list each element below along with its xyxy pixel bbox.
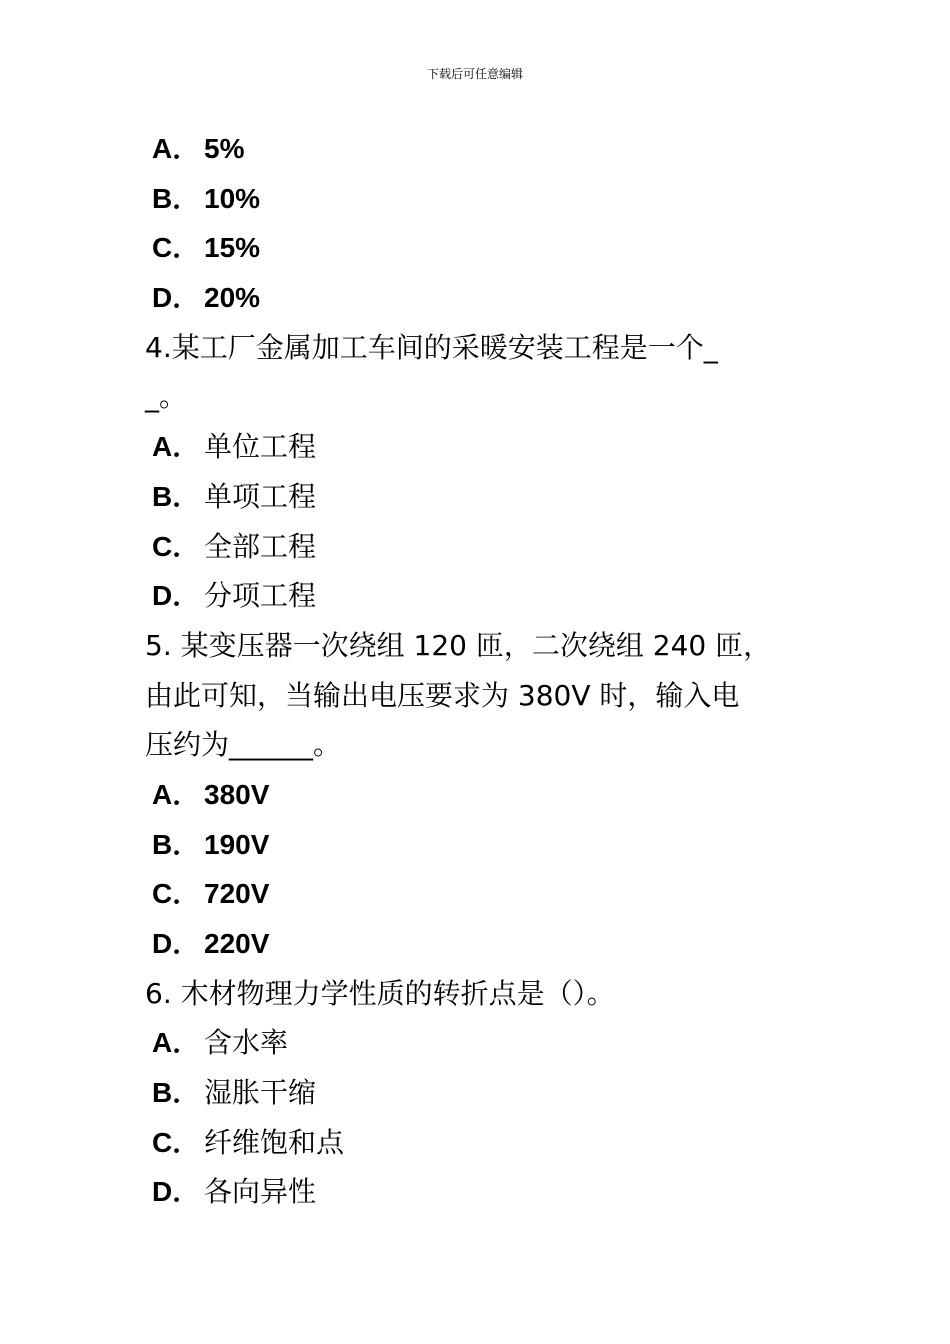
option-text: 含水率 [204, 1026, 289, 1060]
q3-option-c [145, 223, 825, 273]
option-letter: B． [152, 1077, 201, 1109]
option-text: 各向异性 [204, 1175, 317, 1209]
option-text: 湿胀干缩 [204, 1076, 317, 1110]
option-letter: C． [152, 878, 201, 910]
q4-option-b [145, 472, 825, 522]
q6-option-d [145, 1167, 825, 1217]
option-letter: B． [152, 828, 201, 860]
q4-option-d [145, 571, 825, 621]
q4-stem-line-1: 4.某工厂金属加工车间的采暖安装工程是一个_ [145, 330, 718, 364]
page-header: 下载后可任意编辑 [426, 67, 523, 81]
option-letter: D． [152, 928, 201, 959]
option-text: 5% [204, 133, 245, 164]
option-letter: C． [152, 530, 201, 562]
option-letter: A． [152, 1027, 201, 1059]
option-letter: A． [152, 431, 201, 463]
option-text: 单项工程 [204, 479, 317, 513]
q3-option-d [145, 273, 825, 323]
option-text: 380V [204, 778, 270, 810]
q3-option-b [145, 174, 825, 224]
option-text: 分项工程 [204, 579, 317, 613]
q5-option-a [145, 770, 825, 820]
option-letter: B． [152, 182, 201, 214]
option-text: 单位工程 [204, 430, 317, 464]
q6-option-b [145, 1068, 825, 1118]
q6-option-c [145, 1118, 825, 1168]
option-text: 纤维饱和点 [204, 1125, 345, 1159]
option-text: 190V [204, 828, 270, 860]
option-text: 10% [204, 182, 261, 214]
q3-option-a [145, 124, 825, 174]
q6-option-a [145, 1018, 825, 1068]
q5-option-b [145, 820, 825, 870]
q5-stem-line-1: 5. 某变压器一次绕组 120 匝，二次绕组 240 匝， [145, 628, 772, 662]
option-letter: C． [152, 232, 201, 264]
q5-option-d [145, 919, 825, 969]
option-text: 15% [204, 232, 261, 264]
option-letter: D． [152, 580, 201, 612]
option-letter: D． [152, 282, 201, 314]
option-letter: D． [152, 1176, 201, 1208]
option-text: 220V [204, 928, 270, 959]
q5-stem-line-3: 压约为______。 [145, 728, 342, 762]
option-letter: C． [152, 1126, 201, 1158]
q6-stem-line-1: 6. 木材物理力学性质的转折点是（）。 [145, 976, 615, 1010]
q4-stem-line-2: _。 [145, 380, 188, 414]
q4-option-c [145, 522, 825, 572]
option-text: 720V [204, 878, 270, 910]
q4-option-a [145, 422, 825, 472]
option-text: 全部工程 [204, 529, 317, 563]
option-letter: B． [152, 480, 201, 512]
q5-stem-line-2: 由此可知，当输出电压要求为 380V 时，输入电 [145, 678, 740, 712]
option-letter: A． [152, 778, 201, 810]
option-letter: A． [152, 133, 201, 164]
document-body [145, 124, 825, 1217]
option-text: 20% [204, 282, 261, 314]
q5-option-c [145, 869, 825, 919]
